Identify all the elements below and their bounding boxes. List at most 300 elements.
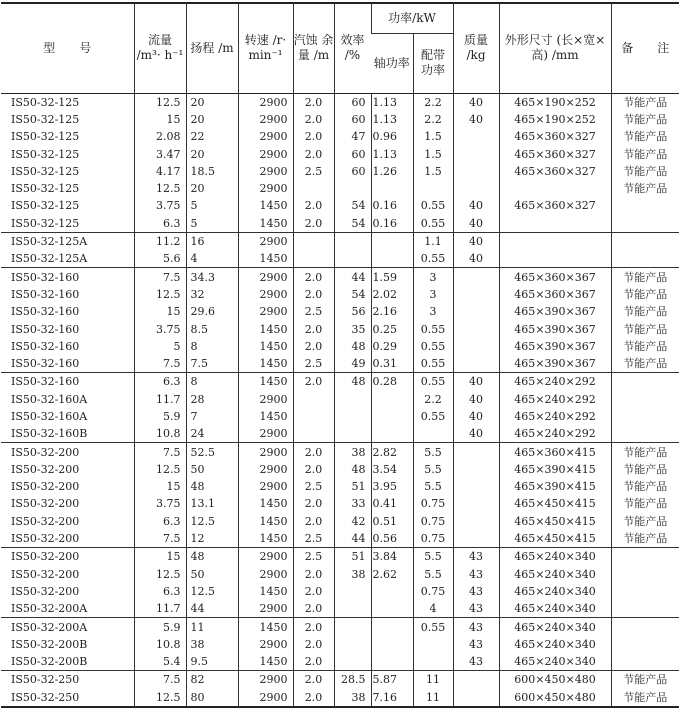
cell-speed: 2900 (238, 671, 293, 689)
cell-model: IS50-32-125 (11, 182, 80, 196)
cell-npsh: 2.0 (293, 197, 334, 214)
cell-motor-power: 1.5 (413, 145, 453, 162)
cell-npsh: 2.5 (293, 530, 334, 548)
cell-model: IS50-32-200 (11, 462, 80, 476)
cell-mass (453, 128, 499, 145)
cell-npsh: 2.0 (293, 495, 334, 512)
cell-npsh: 2.0 (293, 111, 334, 128)
cell-flow: 3.75 (134, 320, 186, 337)
cell-mass: 43 (453, 600, 499, 618)
cell-speed: 1450 (238, 408, 293, 425)
cell-model: IS50-32-200 (11, 480, 80, 494)
header-mass: 质量 /kg (453, 3, 499, 93)
cell-speed: 2900 (238, 232, 293, 250)
table-row (1, 478, 679, 495)
cell-shaft-power: 0.16 (371, 215, 413, 233)
cell-motor-power (413, 636, 453, 653)
cell-motor-power: 0.55 (413, 338, 453, 355)
table-row (1, 443, 679, 461)
cell-flow: 15 (134, 478, 186, 495)
cell-speed: 2900 (238, 566, 293, 583)
table-row (1, 145, 679, 162)
cell-mass: 43 (453, 653, 499, 671)
cell-dimensions: 465×240×292 (499, 373, 611, 391)
cell-npsh: 2.0 (293, 600, 334, 618)
cell-model: IS50-32-250 (11, 673, 80, 687)
cell-head: 12.5 (186, 583, 238, 600)
cell-npsh: 2.0 (293, 320, 334, 337)
cell-npsh: 2.0 (293, 93, 334, 111)
cell-head: 4 (186, 250, 238, 268)
cell-remark (611, 391, 679, 408)
cell-dimensions (499, 232, 611, 250)
cell-npsh (293, 408, 334, 425)
cell-flow: 2.08 (134, 128, 186, 145)
cell-model: IS50-32-200B (11, 637, 88, 651)
header-motor-power: 配带 功率 (413, 33, 453, 93)
cell-head: 7.5 (186, 355, 238, 373)
cell-efficiency: 51 (334, 478, 371, 495)
cell-remark: 节能产品 (611, 689, 679, 707)
cell-dimensions: 465×390×415 (499, 461, 611, 478)
cell-remark: 节能产品 (611, 495, 679, 512)
cell-shaft-power: 0.41 (371, 495, 413, 512)
cell-mass: 40 (453, 197, 499, 214)
cell-remark (611, 408, 679, 425)
cell-shaft-power: 0.31 (371, 355, 413, 373)
cell-shaft-power: 1.26 (371, 163, 413, 180)
cell-flow: 7.5 (134, 530, 186, 548)
cell-flow: 6.3 (134, 513, 186, 530)
cell-head: 5 (186, 197, 238, 214)
cell-efficiency: 54 (334, 197, 371, 214)
cell-shaft-power: 2.62 (371, 566, 413, 583)
cell-mass (453, 530, 499, 548)
cell-mass: 40 (453, 408, 499, 425)
cell-npsh: 2.0 (293, 268, 334, 286)
cell-model: IS50-32-160B (1, 425, 134, 443)
table-row (1, 320, 679, 337)
header-shaft-power: 轴功率 (371, 33, 413, 93)
header-efficiency: 效率 /% (334, 3, 371, 93)
table-row (1, 689, 679, 707)
cell-mass: 40 (453, 425, 499, 443)
cell-efficiency: 49 (334, 355, 371, 373)
cell-mass (453, 355, 499, 373)
cell-remark: 节能产品 (611, 338, 679, 355)
cell-remark (611, 250, 679, 268)
cell-npsh: 2.5 (293, 303, 334, 320)
cell-motor-power: 5.5 (413, 548, 453, 566)
cell-motor-power (413, 653, 453, 671)
cell-model: IS50-32-125 (11, 199, 80, 213)
cell-motor-power: 2.2 (413, 93, 453, 111)
table-row (1, 391, 679, 408)
cell-flow: 5.9 (134, 618, 186, 636)
cell-flow: 11.7 (134, 600, 186, 618)
cell-dimensions: 465×360×327 (499, 197, 611, 214)
header-speed: 转速 /r· min⁻¹ (238, 3, 293, 93)
cell-dimensions: 465×360×327 (499, 145, 611, 162)
cell-shaft-power (371, 653, 413, 671)
cell-motor-power: 0.55 (413, 373, 453, 391)
cell-head: 12 (186, 530, 238, 548)
cell-mass (453, 268, 499, 286)
cell-efficiency (334, 583, 371, 600)
cell-efficiency: 38 (334, 443, 371, 461)
cell-dimensions: 465×390×367 (499, 338, 611, 355)
cell-efficiency (334, 618, 371, 636)
cell-head: 48 (186, 478, 238, 495)
cell-dimensions: 465×240×340 (499, 548, 611, 566)
cell-motor-power: 3 (413, 268, 453, 286)
cell-npsh: 2.5 (293, 478, 334, 495)
header-flow: 流量 /m³· h⁻¹ (134, 3, 186, 93)
cell-dimensions: 600×450×480 (499, 671, 611, 689)
cell-motor-power: 5.5 (413, 461, 453, 478)
cell-remark: 节能产品 (611, 128, 679, 145)
cell-shaft-power (371, 232, 413, 250)
cell-model: IS50-32-160 (11, 287, 80, 301)
cell-npsh: 2.0 (293, 461, 334, 478)
cell-remark (611, 197, 679, 214)
cell-model: IS50-32-160 (11, 305, 80, 319)
cell-head: 50 (186, 566, 238, 583)
cell-dimensions: 465×360×367 (499, 286, 611, 303)
cell-speed: 2900 (238, 286, 293, 303)
cell-model: IS50-32-200B (1, 653, 134, 671)
cell-head: 82 (186, 671, 238, 689)
cell-motor-power: 5.5 (413, 478, 453, 495)
cell-speed: 1450 (238, 653, 293, 671)
cell-flow: 7.5 (134, 268, 186, 286)
cell-dimensions: 465×240×340 (499, 600, 611, 618)
cell-flow: 3.75 (134, 495, 186, 512)
header-dimensions: 外形尺寸 (长×宽×高) /mm (499, 3, 611, 93)
cell-motor-power: 2.2 (413, 111, 453, 128)
cell-npsh: 2.0 (293, 513, 334, 530)
cell-remark (611, 373, 679, 391)
cell-flow: 10.8 (134, 636, 186, 653)
cell-speed: 1450 (238, 373, 293, 391)
cell-shaft-power: 1.13 (371, 145, 413, 162)
table-row (1, 93, 679, 111)
table-row (1, 583, 679, 600)
cell-flow: 6.3 (134, 215, 186, 233)
cell-npsh (293, 425, 334, 443)
cell-speed: 1450 (238, 530, 293, 548)
cell-dimensions: 465×360×415 (499, 443, 611, 461)
cell-shaft-power (371, 391, 413, 408)
cell-dimensions: 465×450×415 (499, 495, 611, 512)
cell-mass (453, 689, 499, 707)
table-row (1, 286, 679, 303)
cell-shaft-power: 0.96 (371, 128, 413, 145)
cell-mass (453, 163, 499, 180)
cell-shaft-power (371, 618, 413, 636)
cell-speed: 2900 (238, 93, 293, 111)
cell-mass (453, 671, 499, 689)
cell-model: IS50-32-200 (11, 445, 80, 459)
cell-remark: 节能产品 (611, 530, 679, 548)
cell-model: IS50-32-200 (11, 584, 80, 598)
cell-efficiency: 56 (334, 303, 371, 320)
cell-flow: 12.5 (134, 93, 186, 111)
cell-remark: 节能产品 (611, 163, 679, 180)
cell-dimensions: 465×240×292 (499, 425, 611, 443)
cell-flow: 7.5 (134, 355, 186, 373)
cell-head: 48 (186, 548, 238, 566)
cell-dimensions: 465×390×415 (499, 478, 611, 495)
cell-npsh (293, 250, 334, 268)
header-model: 型 号 (1, 3, 134, 93)
table-row (1, 250, 679, 268)
table-row (1, 268, 679, 286)
cell-flow: 6.3 (134, 373, 186, 391)
cell-model: IS50-32-125 (1, 215, 134, 233)
cell-shaft-power (371, 180, 413, 197)
cell-efficiency: 38 (334, 566, 371, 583)
cell-efficiency: 48 (334, 373, 371, 391)
cell-flow: 11.7 (134, 391, 186, 408)
cell-dimensions: 465×240×340 (499, 583, 611, 600)
cell-mass (453, 303, 499, 320)
cell-flow: 12.5 (134, 566, 186, 583)
cell-shaft-power (371, 600, 413, 618)
cell-speed: 2900 (238, 180, 293, 197)
cell-shaft-power (371, 425, 413, 443)
cell-motor-power: 3 (413, 286, 453, 303)
cell-npsh: 2.0 (293, 338, 334, 355)
cell-mass: 43 (453, 583, 499, 600)
cell-remark (611, 600, 679, 618)
cell-remark (611, 566, 679, 583)
cell-shaft-power (371, 250, 413, 268)
cell-motor-power: 0.55 (413, 355, 453, 373)
cell-dimensions: 465×240×292 (499, 391, 611, 408)
cell-npsh: 2.0 (293, 671, 334, 689)
table-row (1, 128, 679, 145)
cell-head: 52.5 (186, 443, 238, 461)
cell-npsh (293, 391, 334, 408)
cell-shaft-power: 0.51 (371, 513, 413, 530)
cell-remark: 节能产品 (611, 513, 679, 530)
cell-dimensions: 465×360×327 (499, 163, 611, 180)
cell-flow: 12.5 (134, 461, 186, 478)
cell-dimensions: 465×190×252 (499, 93, 611, 111)
cell-shaft-power (371, 408, 413, 425)
cell-efficiency: 35 (334, 320, 371, 337)
cell-motor-power: 3 (413, 303, 453, 320)
cell-efficiency (334, 653, 371, 671)
cell-model: IS50-32-200A (1, 600, 134, 618)
cell-model: IS50-32-200 (11, 550, 80, 564)
table-row (1, 303, 679, 320)
cell-npsh: 2.0 (293, 566, 334, 583)
cell-mass: 40 (453, 215, 499, 233)
cell-head: 12.5 (186, 513, 238, 530)
table-row (1, 408, 679, 425)
cell-motor-power: 5.5 (413, 443, 453, 461)
cell-shaft-power: 0.28 (371, 373, 413, 391)
cell-model: IS50-32-125 (11, 147, 80, 161)
cell-speed: 2900 (238, 145, 293, 162)
cell-head: 8.5 (186, 320, 238, 337)
cell-flow: 5.6 (134, 250, 186, 268)
cell-model: IS50-32-125 (11, 130, 80, 144)
table-row (1, 355, 679, 373)
cell-speed: 1450 (238, 250, 293, 268)
cell-speed: 2900 (238, 163, 293, 180)
cell-remark: 节能产品 (611, 355, 679, 373)
cell-motor-power: 5.5 (413, 566, 453, 583)
cell-head: 20 (186, 180, 238, 197)
cell-mass (453, 338, 499, 355)
table-row (1, 338, 679, 355)
cell-mass: 40 (453, 93, 499, 111)
cell-dimensions: 465×240×292 (499, 408, 611, 425)
cell-flow: 3.47 (134, 145, 186, 162)
cell-remark (611, 215, 679, 233)
cell-head: 20 (186, 145, 238, 162)
cell-npsh: 2.0 (293, 286, 334, 303)
cell-speed: 1450 (238, 197, 293, 214)
cell-efficiency (334, 636, 371, 653)
table-row (1, 163, 679, 180)
cell-dimensions: 600×450×480 (499, 689, 611, 707)
cell-model: IS50-32-160 (1, 355, 134, 373)
cell-dimensions: 465×240×340 (499, 566, 611, 583)
cell-mass: 43 (453, 636, 499, 653)
cell-motor-power: 0.55 (413, 215, 453, 233)
table-row (1, 566, 679, 583)
cell-head: 28 (186, 391, 238, 408)
cell-remark: 节能产品 (611, 268, 679, 286)
cell-shaft-power: 1.59 (371, 268, 413, 286)
cell-flow: 15 (134, 111, 186, 128)
cell-efficiency (334, 425, 371, 443)
cell-shaft-power (371, 636, 413, 653)
cell-dimensions: 465×390×367 (499, 355, 611, 373)
table-row (1, 548, 679, 566)
cell-mass (453, 180, 499, 197)
cell-remark: 节能产品 (611, 286, 679, 303)
cell-head: 34.3 (186, 268, 238, 286)
cell-speed: 1450 (238, 338, 293, 355)
cell-motor-power: 11 (413, 689, 453, 707)
cell-mass (453, 513, 499, 530)
cell-speed: 2900 (238, 268, 293, 286)
cell-head: 20 (186, 111, 238, 128)
cell-head: 8 (186, 338, 238, 355)
cell-remark (611, 425, 679, 443)
cell-flow: 5.9 (134, 408, 186, 425)
cell-flow: 3.75 (134, 197, 186, 214)
cell-flow: 4.17 (134, 163, 186, 180)
cell-npsh: 2.0 (293, 689, 334, 707)
cell-shaft-power: 1.13 (371, 93, 413, 111)
table-row (1, 232, 679, 250)
cell-remark (611, 653, 679, 671)
cell-shaft-power: 5.87 (371, 671, 413, 689)
cell-efficiency: 54 (334, 286, 371, 303)
cell-mass (453, 286, 499, 303)
cell-model: IS50-32-160 (11, 322, 80, 336)
cell-head: 18.5 (186, 163, 238, 180)
cell-speed: 1450 (238, 583, 293, 600)
cell-mass: 40 (453, 232, 499, 250)
cell-speed: 2900 (238, 425, 293, 443)
cell-head: 29.6 (186, 303, 238, 320)
cell-efficiency: 60 (334, 111, 371, 128)
cell-dimensions (499, 250, 611, 268)
cell-remark (611, 232, 679, 250)
cell-mass: 40 (453, 250, 499, 268)
cell-mass: 43 (453, 566, 499, 583)
table-row (1, 671, 679, 689)
cell-motor-power: 4 (413, 600, 453, 618)
cell-dimensions (499, 180, 611, 197)
cell-speed: 2900 (238, 303, 293, 320)
cell-model: IS50-32-125 (11, 95, 80, 109)
cell-efficiency (334, 180, 371, 197)
cell-efficiency: 60 (334, 145, 371, 162)
cell-motor-power (413, 180, 453, 197)
cell-dimensions: 465×450×415 (499, 513, 611, 530)
cell-speed: 2900 (238, 461, 293, 478)
cell-speed: 2900 (238, 478, 293, 495)
cell-model: IS50-32-160A (11, 409, 88, 423)
cell-flow: 7.5 (134, 443, 186, 461)
cell-npsh: 2.0 (293, 215, 334, 233)
cell-npsh: 2.0 (293, 583, 334, 600)
cell-shaft-power (371, 583, 413, 600)
cell-mass (453, 320, 499, 337)
table-row (1, 197, 679, 214)
cell-head: 24 (186, 425, 238, 443)
cell-efficiency: 47 (334, 128, 371, 145)
table-row (1, 373, 679, 391)
cell-mass: 40 (453, 373, 499, 391)
cell-npsh: 2.0 (293, 618, 334, 636)
cell-shaft-power: 0.16 (371, 197, 413, 214)
cell-speed: 2900 (238, 111, 293, 128)
cell-model: IS50-32-200A (11, 620, 88, 634)
cell-remark (611, 548, 679, 566)
cell-head: 38 (186, 636, 238, 653)
table-row (1, 530, 679, 548)
cell-npsh: 2.0 (293, 373, 334, 391)
cell-remark: 节能产品 (611, 461, 679, 478)
cell-efficiency: 48 (334, 338, 371, 355)
cell-speed: 2900 (238, 548, 293, 566)
table-row (1, 495, 679, 512)
table-row (1, 425, 679, 443)
cell-flow: 6.3 (134, 583, 186, 600)
table-row (1, 215, 679, 233)
cell-mass (453, 495, 499, 512)
cell-dimensions: 465×390×367 (499, 320, 611, 337)
cell-dimensions: 465×190×252 (499, 111, 611, 128)
cell-mass (453, 461, 499, 478)
cell-mass: 40 (453, 111, 499, 128)
cell-model: IS50-32-250 (1, 689, 134, 707)
cell-head: 22 (186, 128, 238, 145)
cell-speed: 2900 (238, 391, 293, 408)
cell-efficiency (334, 408, 371, 425)
cell-motor-power: 0.55 (413, 618, 453, 636)
cell-head: 13.1 (186, 495, 238, 512)
